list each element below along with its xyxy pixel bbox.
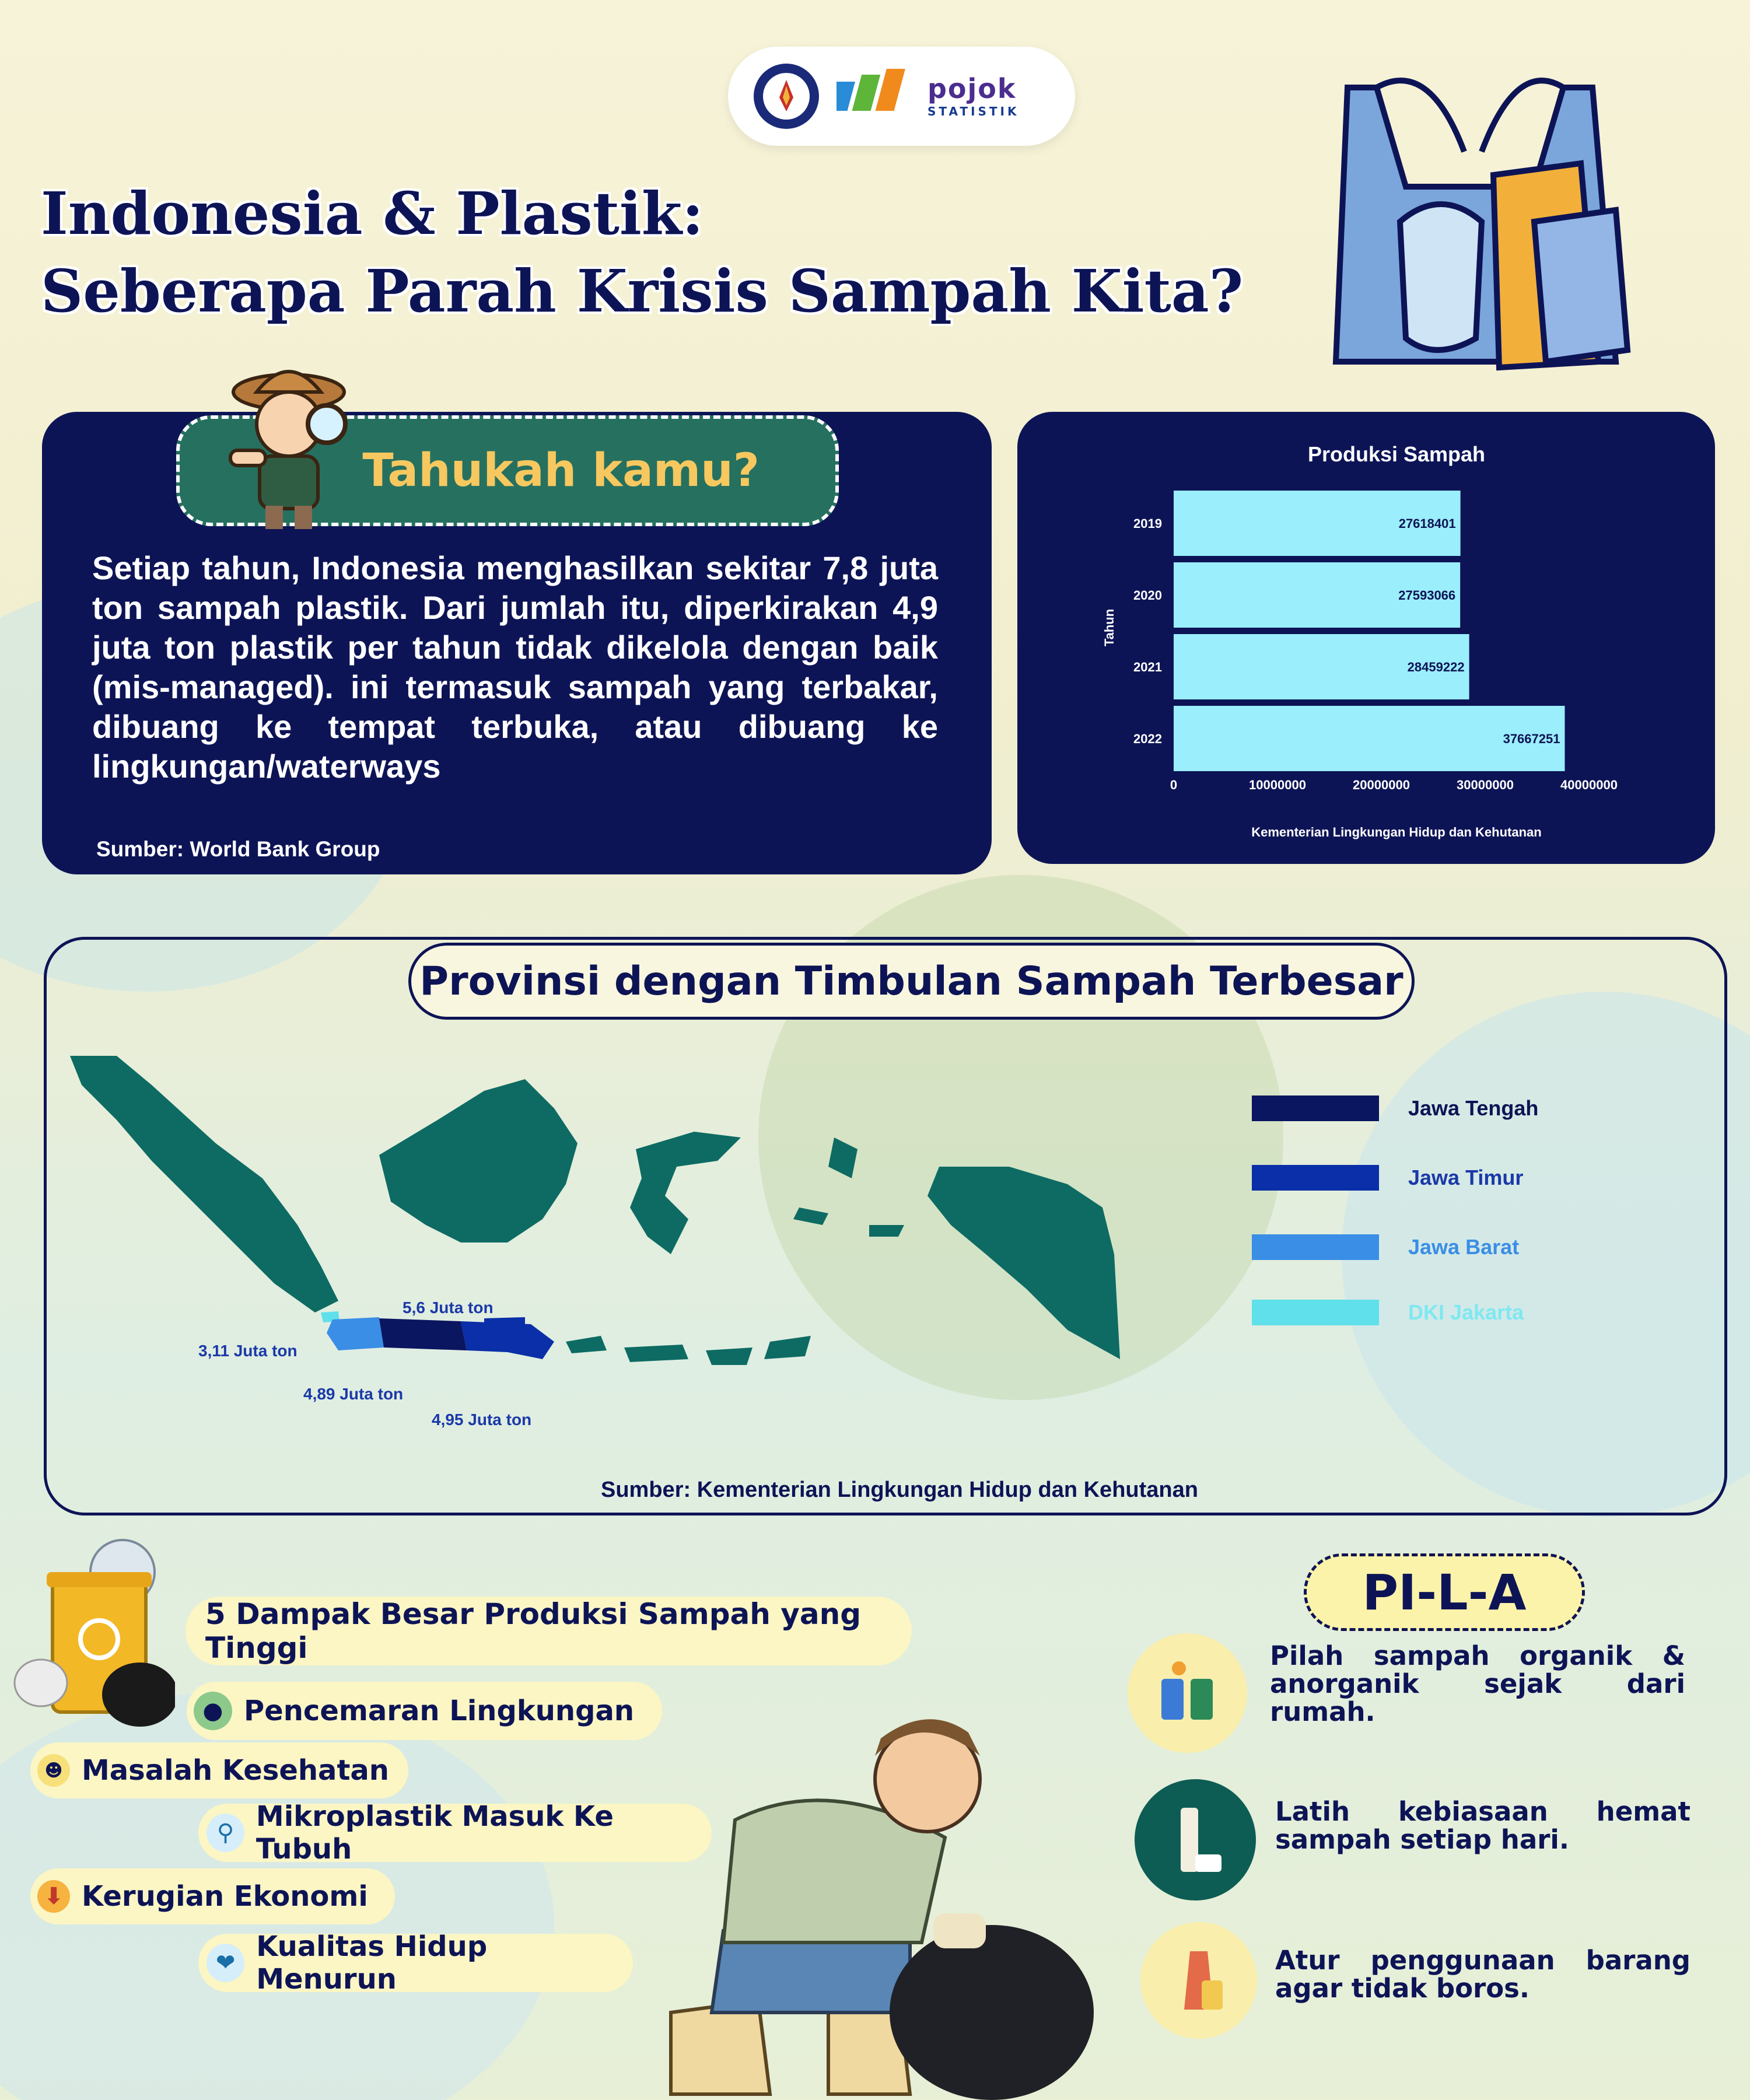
legend-item-jawa-timur bbox=[1252, 1165, 1538, 1191]
indonesia-map bbox=[64, 1032, 1231, 1441]
wise-items-icon bbox=[1140, 1922, 1257, 2039]
impacts-heading-text: 5 Dampak Besar Produksi Sampah yang Tinggi bbox=[205, 1597, 862, 1665]
map-nusa-tenggara bbox=[566, 1336, 811, 1365]
title-line-1: Indonesia & Plastik: bbox=[41, 179, 704, 248]
map-jawa-timur bbox=[461, 1321, 554, 1359]
chart-category-label: 2022 bbox=[1133, 732, 1162, 746]
chart-data-label: 37667251 bbox=[1503, 732, 1560, 746]
legend-label: Jawa Timur bbox=[1408, 1166, 1524, 1189]
map-jawa-tengah bbox=[379, 1318, 467, 1350]
map-label-dki-jakarta: 3,11 Juta ton bbox=[198, 1342, 298, 1360]
map-sulawesi bbox=[630, 1132, 741, 1254]
down-arrow-money-icon: ⬇ bbox=[37, 1880, 70, 1913]
sick-person-icon: ☻ bbox=[37, 1754, 70, 1787]
map-label-jawa-timur: 4,95 Juta ton bbox=[432, 1410, 532, 1429]
legend-label: Jawa Tengah bbox=[1408, 1096, 1539, 1120]
legend-label: Jawa Barat bbox=[1408, 1235, 1520, 1259]
reuse-bottle-icon bbox=[1135, 1779, 1256, 1901]
legend-swatch bbox=[1252, 1234, 1379, 1260]
impact-label: Kualitas Hidup Menurun bbox=[256, 1930, 488, 1996]
chart-category-label: 2021 bbox=[1133, 660, 1162, 674]
impact-label: Masalah Kesehatan bbox=[82, 1754, 389, 1787]
pojok-logo-text: pojok bbox=[928, 73, 1017, 104]
sorting-bins-icon bbox=[1128, 1633, 1247, 1753]
microscope-icon: ⚲ bbox=[206, 1814, 244, 1852]
map-jawa-barat bbox=[327, 1317, 384, 1350]
pila-text-2: Latih kebiasaan hemat sampah setiap hari. bbox=[1275, 1796, 1690, 1855]
person-collecting-trash-illustration bbox=[583, 1686, 1120, 2100]
tahukah-source: Sumber: World Bank Group bbox=[96, 837, 380, 861]
map-kalimantan bbox=[379, 1079, 578, 1242]
trash-bin-illustration bbox=[12, 1537, 175, 1730]
plastic-bag-illustration bbox=[1324, 35, 1651, 385]
chart-x-tick-label: 0 bbox=[1170, 778, 1178, 792]
impact-label: Pencemaran Lingkungan bbox=[244, 1695, 635, 1727]
bps-logo bbox=[836, 64, 912, 128]
impact-item-2 bbox=[30, 1742, 408, 1798]
impact-label: Kerugian Ekonomi bbox=[82, 1880, 368, 1913]
earth-pollution-icon: ● bbox=[194, 1692, 232, 1730]
pila-text-1: Pilah sampah organik & anorganik sejak dari rumah. bbox=[1270, 1640, 1685, 1727]
chart-x-tick-label: 20000000 bbox=[1353, 778, 1410, 792]
map-legend bbox=[1252, 1096, 1538, 1325]
map-label-jawa-tengah: 5,6 Juta ton bbox=[402, 1298, 494, 1317]
tahukah-body: Setiap tahun, Indonesia menghasilkan sekitar 7,8 juta ton sampah plastik. Dari jumlah itu, diperkirakan 4,9 juta ton plastik per tahun tidak dikelola dengan baik (mis-managed). ini termasuk sampah yang terbakar, dibuang ke tempat terbuka, atau dibuang ke lingkungan/waterways bbox=[92, 550, 938, 785]
logo-bar bbox=[728, 47, 1075, 146]
map-maluku bbox=[793, 1138, 904, 1237]
legend-item-jawa-barat bbox=[1252, 1234, 1538, 1260]
map-madura bbox=[484, 1317, 525, 1325]
legend-swatch bbox=[1252, 1165, 1379, 1191]
pila-text-3: Atur penggunaan barang agar tidak boros. bbox=[1275, 1945, 1690, 2004]
statistik-logo-text: STATISTIK bbox=[928, 104, 1020, 118]
province-source: Sumber: Kementerian Lingkungan Hidup dan Kehutanan bbox=[601, 1478, 1198, 1502]
chart-title: Produksi Sampah bbox=[1307, 442, 1486, 466]
tahukah-heading: Tahukah kamu? bbox=[362, 444, 760, 497]
legend-item-jawa-tengah bbox=[1252, 1096, 1538, 1121]
explorer-kid-illustration bbox=[219, 357, 370, 532]
chart-category-label: 2020 bbox=[1133, 588, 1162, 603]
impact-item-5 bbox=[198, 1930, 633, 1996]
chart-y-axis-label: Tahun bbox=[1102, 608, 1116, 647]
produksi-sampah-chart bbox=[1017, 412, 1715, 864]
chart-source: Kementerian Lingkungan Hidup dan Kehutanan bbox=[1251, 825, 1542, 839]
impact-item-4 bbox=[30, 1868, 395, 1924]
impact-label: Mikroplastik Masuk Ke Tubuh bbox=[256, 1800, 614, 1866]
page-title bbox=[41, 175, 1353, 330]
chart-x-tick-label: 40000000 bbox=[1560, 778, 1618, 792]
map-papua bbox=[928, 1167, 1120, 1359]
chart-data-label: 27618401 bbox=[1398, 516, 1456, 531]
university-seal-logo bbox=[751, 61, 821, 131]
chart-category-label: 2019 bbox=[1133, 516, 1162, 531]
map-label-jawa-barat: 4,89 Juta ton bbox=[303, 1385, 404, 1403]
quality-life-icon: ❤ bbox=[206, 1944, 244, 1982]
legend-swatch bbox=[1252, 1300, 1379, 1325]
impacts-heading bbox=[186, 1597, 912, 1665]
title-line-2: Seberapa Parah Krisis Sampah Kita? bbox=[41, 257, 1244, 326]
pila-badge: PI-L-A bbox=[1304, 1553, 1585, 1631]
chart-x-tick-label: 30000000 bbox=[1457, 778, 1514, 792]
chart-data-label: 28459222 bbox=[1407, 660, 1465, 674]
legend-swatch bbox=[1252, 1096, 1379, 1121]
legend-item-dki-jakarta bbox=[1252, 1300, 1538, 1325]
province-title: Provinsi dengan Timbulan Sampah Terbesar bbox=[408, 943, 1415, 1020]
legend-label: DKI Jakarta bbox=[1408, 1300, 1524, 1324]
map-sumatra bbox=[70, 1056, 338, 1312]
chart-x-tick-label: 10000000 bbox=[1249, 778, 1306, 792]
chart-data-label: 27593066 bbox=[1398, 588, 1456, 603]
